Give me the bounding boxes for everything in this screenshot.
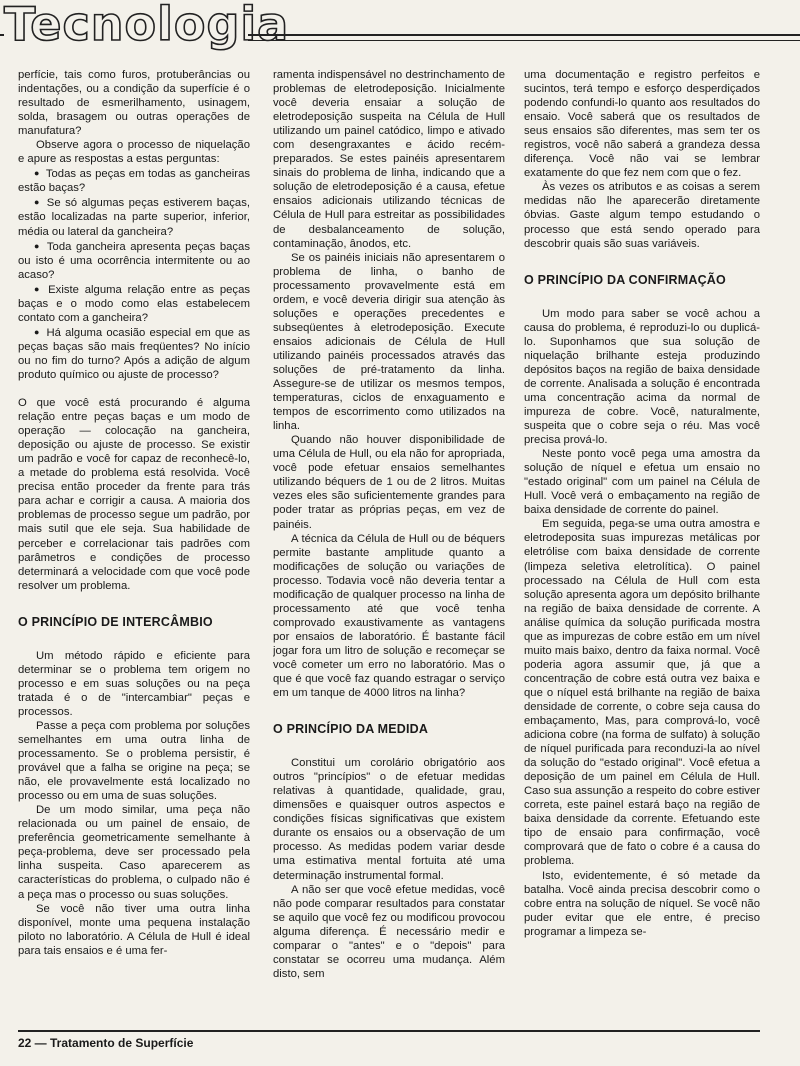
paragraph: Um modo para saber se você achou a causa do problema, é reproduzi-lo ou duplicá-lo. Suponhamos que sua solução de niquelação brilhante esteja produzindo depósitos baços na região de baixa densidade de corrente. Analisada a solução é encontrada uma concentração acima da normal de impureza de cobre. Você, naturalmente, suspeita que o cobre seja o réu. Mas você precisa prová-lo. xyxy=(524,307,760,447)
section-heading: O PRINCÍPIO DE INTERCÂMBIO xyxy=(18,614,213,629)
text-column-2 xyxy=(273,68,505,1026)
paragraph: Se você não tiver uma outra linha disponível, monte uma pequena instalação piloto no laboratório. A Célula de Hull é ideal para tais ensaios e é uma fer- xyxy=(18,902,250,957)
section-heading: O PRINCÍPIO DA CONFIRMAÇÃO xyxy=(524,272,726,287)
text-column-3 xyxy=(524,68,760,1026)
paragraph: A técnica da Célula de Hull ou de béquers permite bastante amplitude quanto a modificações de solução ou variações de processo. Todavia você não deveria tentar a modificação de qualquer processo na linha de processamento até que você tenha comprovado exaustivamente as vantagens por ensaios de laboratório. É bastante fácil jogar fora um litro de solução e recomeçar se você cometer um erro no laboratório. Mas o que é que você faz quando estragar o serviço em um tanque de 4000 litros na linha? xyxy=(273,532,505,700)
paragraph: Constitui um corolário obrigatório aos outros "princípios" o de efetuar medidas relativas à quantidade, qualidade, grau, dimensões e quaisquer outros aspectos e condições físicas significativas que existem durante os ensaios ou a observação de um processo. As medidas podem variar desde uma estimativa mental fortuita até uma determinação instrumental formal. xyxy=(273,757,505,882)
paragraph: ramenta indispensável no destrinchamento de problemas de eletrodeposição. Inicialmente você deveria ensaiar a solução de eletrodeposição suspeita na Célula de Hull utilizando um painel catódico, limpo e ativado com desengraxantes e ácido recém-preparados. Se estes painéis apresentarem sinais do problema de linha, indicando que a solução de eletrodeposição é a causa, efetue ensaios adicionais utilizando técnicas de Célula de Hull para estreitar as possibilidades de desbalanceamento de solução, contaminação, ânodos, etc. xyxy=(273,69,505,250)
page-footer: 22 — Tratamento de Superfície xyxy=(18,1036,194,1050)
paragraph: Isto, evidentemente, é só metade da batalha. Você ainda precisa descobrir como o cobre entra na solução de níquel. Se você não puder evitar que ele entre, é preciso programar a limpeza se- xyxy=(524,869,760,938)
text-column-1 xyxy=(18,68,250,1026)
paragraph: O que você está procurando é alguma relação entre peças baças e um modo de operação — colocação na gancheira, deposição ou ajuste de processo. Se existir um padrão e você for capaz de reconhecê-lo, a metade do problema está resolvida. Você precisa então proceder da frente para trás para achar e corrigir a causa. A maioria dos problemas de processo segue um padrão, por mais sutil que ele seja. Sua habilidade de perceber e correlacionar tais padrões com parâmetros e condições de processo determinará a velocidade com que você pode resolver um problema. xyxy=(18,397,250,592)
section-title: Tecnologia xyxy=(4,0,290,51)
bullet-item: ● Todas as peças em todas as gancheiras estão baças? xyxy=(18,166,250,195)
paragraph: Quando não houver disponibilidade de uma Célula de Hull, ou ela não for apropriada, você pode efetuar ensaios semelhantes utilizando béquers de 1 ou de 2 litros. Muitas vezes eles são suficientemente grandes para poder tratar as próprias peças, em vez de painéis. xyxy=(273,434,505,531)
bullet-item: ● Há alguma ocasião especial em que as peças baças são mais freqüentes? No início ou no fim do turno? Após a adição de algum produto químico ou ajuste de processo? xyxy=(18,325,250,382)
paragraph: De um modo similar, uma peça não relacionada ou um painel de ensaio, de preferência geometricamente semelhante à peça-problema, deve ser processado pela linha suspeita. Caso aparecerem as características do problema, o culpado não é a peça mas o processo ou suas soluções. xyxy=(18,804,250,901)
page-header xyxy=(0,0,800,62)
bullet-item: ● Toda gancheira apresenta peças baças ou isto é uma ocorrência intermitente ou ao acaso? xyxy=(18,239,250,282)
paragraph: Às vezes os atributos e as coisas a serem medidas não lhe aparecerão diretamente óbvias. Gaste algum tempo estudando o processo que está sendo operado para descobrir quais são suas variáveis. xyxy=(524,181,760,250)
footer-rule xyxy=(18,1030,760,1032)
paragraph: Passe a peça com problema por soluções semelhantes em uma outra linha de processamento. Se o problema persistir, é provável que a falha se origine na peça; se não, ele provavelmente está localizado no processo ou em uma de suas soluções. xyxy=(18,719,250,803)
bullet-item: ● Existe alguma relação entre as peças baças e o modo como elas estabelecem contato com a gancheira? xyxy=(18,282,250,325)
paragraph: A não ser que você efetue medidas, você não pode comparar resultados para constatar se aquilo que você fez ou modificou provocou alguma diferença. É necessário medir e comparar o "antes" e o "depois" para constatar se ocorreu uma mudança. Além disto, sem xyxy=(273,883,505,980)
paragraph: Um método rápido e eficiente para determinar se o problema tem origem no processo e em suas soluções ou na peça tratada é o de "intercambiar" peças e processos. xyxy=(18,649,250,718)
paragraph: Neste ponto você pega uma amostra da solução de níquel e efetua um ensaio no "estado original" com um painel na Célula de Hull. Você verá o embaçamento na região de baixa densidade de corrente do painel. xyxy=(524,448,760,517)
section-heading: O PRINCÍPIO DA MEDIDA xyxy=(273,722,429,737)
paragraph: Se os painéis iniciais não apresentarem o problema de linha, o banho de processamento provavelmente está em ordem, e você deveria dirigir sua atenção às soluções e operações precedentes e subseqüentes à eletrodeposição. Execute ensaios adicionais de Célula de Hull utilizando painéis processados através das soluções de pré-tratamento da linha. Assegure-se de utilizar os mesmos tempos, temperaturas, ciclos de enxaguamento e tempos de escorrimento como utilizados na linha. xyxy=(273,251,505,433)
bullet-item: ● Se só algumas peças estiverem baças, estão localizadas na parte superior, inferior, média ou lateral da gancheira? xyxy=(18,195,250,238)
header-rule-right xyxy=(248,34,800,36)
paragraph: perfície, tais como furos, protuberâncias ou indentações, ou a condição da superfície é o resultado de esmerilhamento, usinagem, solda, brasagem ou outras operações de manufatura? xyxy=(18,69,250,138)
paragraph: Observe agora o processo de niquelação e apure as respostas a estas perguntas: xyxy=(18,139,250,166)
paragraph: uma documentação e registro perfeitos e sucintos, terá tempo e esforço desperdiçados podendo confundi-lo quanto aos resultados do ensaio. Você saberá que os resultados de seus ensaios são diferentes, mas sem ter os registros, você não saberá a grandeza dessa diferença. Você não vai se lembrar exatamente do que fez nem com que o fez. xyxy=(524,69,760,180)
paragraph: Em seguida, pega-se uma outra amostra e eletrodeposita suas impurezas metálicas por eletrólise com baixa densidade de corrente (limpeza seletiva eletrolítica). O painel processado na Célula de Hull com esta solução apresenta agora um depósito brilhante na região de baixa densidade de corrente. A análise química da solução purificada mostra que as impurezas de cobre estão em um nível muito mais baixo, dentro da faixa normal. Você poderia agora assumir que, já que a concentração de cobre está outra vez baixa e que o níquel está brilhante na região de baixa densidade de corrente, o cobre seja causa do embaçamento, Mas, para comprová-lo, você adiciona cobre (na forma de sulfato) à solução de níquel purificada para reconduzi-la ao nível da solução do "estado original". Você efetua a deposição de um painel em Célula de Hull. Caso sua assunção a respeito do cobre estiver correta, este painel estará baço na região de baixa densidade da corrente. Efetuando este tipo de ensaio para confirmação, você comprovará que de fato o cobre é a causa do problema. xyxy=(524,518,760,868)
header-rule-right-thin xyxy=(248,40,800,41)
